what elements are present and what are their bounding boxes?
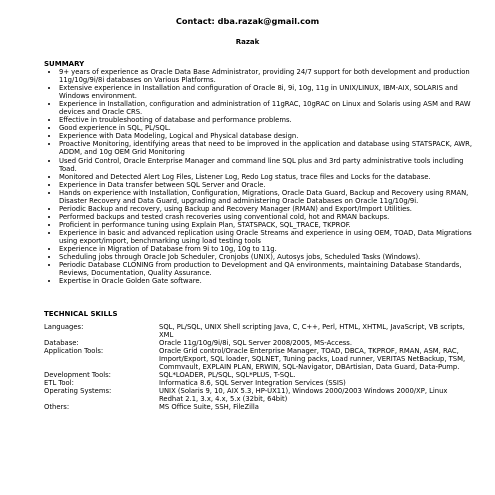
list-item: • Effective in troubleshooting of database and performance problems. (59, 116, 479, 124)
summary-list (44, 68, 479, 285)
skill-label: Development Tools: (44, 371, 111, 380)
list-item: • Proactive Monitoring, identifying areas that need to be improved in the application and database using STATSPACK, AWR, ADDM, and 10g OEM Grid Monitoring (59, 140, 479, 156)
list-item: • Experience in basic and advanced replication using Oracle Streams and experience in using OEM, TOAD, Data Migrations using export/import, benchmarking using load testing tools (59, 229, 479, 245)
list-item: • Hands on experience with Installation, Configuration, Migrations, Oracle Data Guard, Backup and Recovery using RMAN, Disaster Recovery and Data Guard, upgrading and administering Oracle Databases on Oracle 11g/10g/9i. (59, 189, 479, 205)
list-item: • Proficient in performance tuning using Explain Plan, STATSPACK, SQL_TRACE, TKPROF. (59, 221, 479, 229)
skill-label: Operating Systems: (44, 387, 112, 396)
skill-label: Others: (44, 403, 70, 412)
list-item: • Periodic Database CLONING from production to Development and QA environments, maintaining Database Standards, Reviews, Documentation, Quality Assurance. (59, 261, 479, 277)
skill-label: Application Tools: (44, 347, 104, 356)
summary-heading: SUMMARY (44, 60, 85, 68)
skill-row-operating-systems (44, 387, 474, 403)
list-item: • Experience in Data transfer between SQL Server and Oracle. (59, 181, 479, 189)
skill-row-development-tools (44, 371, 474, 379)
skill-value: Informatica 8.6, SQL Server Integration Services (SSIS) (159, 379, 346, 388)
skill-row-languages (44, 323, 474, 339)
skill-row-database (44, 339, 474, 347)
list-item: • Expertise in Oracle Golden Gate software. (59, 277, 479, 285)
skill-value: SQL, PL/SQL, UNIX Shell scripting Java, C, C++, Perl, HTML, XHTML, JavaScript, VB scripts, XML (159, 323, 465, 340)
list-item: • Periodic Backup and recovery, using Backup and Recovery Manager (RMAN) and Export/Import Utilities. (59, 205, 479, 213)
skill-label: Database: (44, 339, 79, 348)
list-item: • 9+ years of experience as Oracle Data Base Administrator, providing 24/7 support for both development and production 11g/10g/9i/8i databases on Various Platforms. (59, 68, 479, 84)
technical-skills-table (44, 323, 474, 412)
list-item: • Experience with Data Modeling, Logical and Physical database design. (59, 132, 479, 140)
skill-value: UNIX (Solaris 9, 10, AIX 5.3, HP-UX11), Windows 2000/2003 Windows 2000/XP, Linux Redhat 2.1, 3.x, 4.x, 5.x (32bit, 64bit) (159, 387, 448, 404)
list-item: • Used Grid Control, Oracle Enterprise Manager and command line SQL plus and 3rd party administrative tools including Toad. (59, 157, 479, 173)
list-item: • Good experience in SQL, PL/SQL. (59, 124, 479, 132)
skill-row-application-tools (44, 347, 474, 371)
skill-row-etl-tool (44, 379, 474, 387)
skill-value: Oracle Grid control/Oracle Enterprise Manager, TOAD, DBCA, TKPROF, RMAN, ASM, RAC, Import/Export, SQL loader, SQLNET, Tuning packs, Load runner, VERITAS NetBackup, TSM, Commvault, EXPLAIN PLAN, ERWIN, SQL-Navigator, DBArtisian, Data Guard, Data-Pump. (159, 347, 466, 372)
list-item: • Experience in Migration of Database from 9i to 10g, 10g to 11g. (59, 245, 479, 253)
skill-label: ETL Tool: (44, 379, 74, 388)
candidate-name: Razak (235, 38, 260, 46)
skill-label: Languages: (44, 323, 84, 331)
skill-value: SQL*LOADER, PL/SQL, SQL*PLUS, T-SQL. (159, 371, 296, 380)
list-item: • Extensive experience in Installation and configuration of Oracle 8i, 9i, 10g, 11g in UNIX/LINUX, IBM-AIX, SOLARIS and Windows environment. (59, 84, 479, 100)
list-item: • Scheduling jobs through Oracle Job Scheduler, Cronjobs (UNIX), Autosys jobs, Scheduled Tasks (Windows). (59, 253, 479, 261)
list-item: • Performed backups and tested crash recoveries using conventional cold, hot and RMAN backups. (59, 213, 479, 221)
skill-value: Oracle 11g/10g/9i/8i, SQL Server 2008/2005, MS-Access. (159, 339, 352, 348)
skill-value: MS Office Suite, SSH, FileZilla (159, 403, 259, 412)
contact-line: Contact: dba.razak@gmail.com (175, 16, 320, 26)
list-item: • Monitored and Detected Alert Log Files, Listener Log, Redo Log status, trace files and Locks for the database. (59, 173, 479, 181)
list-item: • Experience in Installation, configuration and administration of 11gRAC, 10gRAC on Linux and Solaris using ASM and RAW devices and Oracle CRS. (59, 100, 479, 116)
skill-row-others (44, 403, 474, 411)
technical-skills-heading: TECHNICAL SKILLS (44, 310, 118, 318)
